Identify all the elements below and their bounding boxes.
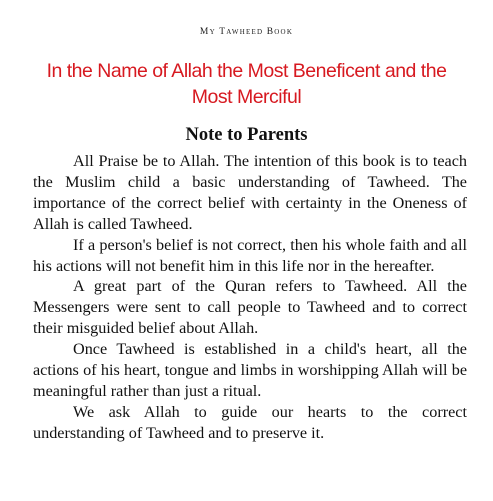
paragraph: Once Tawheed is established in a child's heart, all the actions of his heart, tongue and limbs in worshipping Allah will be meaningful rather than just a ritual. — [33, 340, 467, 400]
paragraph: All Praise be to Allah. The intention of this book is to teach the Muslim child a basic understanding of Tawheed. The importance of the correct belief with certainty in the Oneness of Allah is called Tawheed. — [33, 152, 467, 233]
running-head: My Tawheed Book — [199, 27, 294, 37]
note-body — [33, 151, 467, 444]
section-title: Note to Parents — [185, 125, 308, 145]
paragraph: We ask Allah to guide our hearts to the correct understanding of Tawheed and to preserve it. — [33, 402, 467, 442]
basmala-line-2: Most Merciful — [191, 86, 302, 108]
paragraph: A great part of the Quran refers to Tawheed. All the Messengers were sent to call people to Tawheed and to correct their misguided belief about Allah. — [33, 277, 467, 338]
basmala-heading — [30, 58, 463, 110]
paragraph: If a person's belief is not correct, then his whole faith and all his actions will not benefit him in this life nor in the hereafter. — [33, 235, 467, 275]
basmala-line-1: In the Name of Allah the Most Beneficent and the — [46, 60, 447, 82]
